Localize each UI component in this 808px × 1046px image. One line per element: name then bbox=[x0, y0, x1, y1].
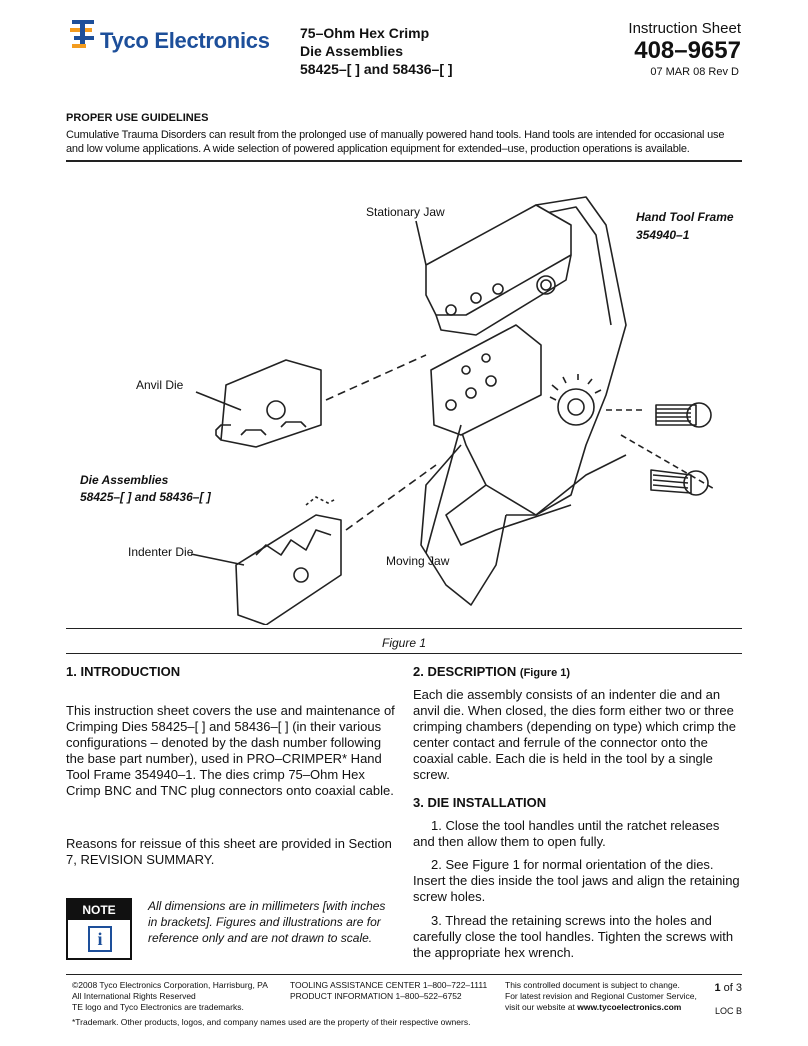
installation-step: 2. See Figure 1 for normal orientation of the dies. Insert the dies inside the tool jaws and align the retaining screw holes. bbox=[413, 857, 740, 904]
footer-visit-text: visit our website at bbox=[505, 1002, 578, 1012]
loc-code: LOC B bbox=[714, 1006, 742, 1016]
website-link[interactable]: www.tycoelectronics.com bbox=[577, 1002, 682, 1012]
footer-line: All International Rights Reserved bbox=[72, 991, 196, 1001]
footer-line: ©2008 Tyco Electronics Corporation, Harrisburg, PA bbox=[72, 980, 268, 990]
intro-reissue-paragraph: Reasons for reissue of this sheet are provided in Section 7, REVISION SUMMARY. bbox=[66, 836, 392, 867]
label-hand-tool-frame: Hand Tool Frame bbox=[636, 210, 734, 224]
label-moving-jaw: Moving Jaw bbox=[386, 554, 450, 568]
guidelines-text: Cumulative Trauma Disorders can result from the prolonged use of manually powered hand tools. Hand tools are intended for occasional use and low volume applications. A wide selection of powered application equipment for extended–use, production operations is available. bbox=[66, 129, 725, 155]
divider bbox=[66, 653, 742, 654]
figure-1 bbox=[66, 185, 742, 625]
guidelines-heading: PROPER USE GUIDELINES bbox=[66, 112, 209, 124]
label-hand-tool-frame-pn: 354940–1 bbox=[636, 228, 690, 242]
label-stationary-jaw: Stationary Jaw bbox=[366, 205, 445, 219]
label-die-assemblies: Die Assemblies bbox=[80, 473, 169, 487]
description-figure-ref: (Figure 1) bbox=[519, 667, 571, 679]
divider bbox=[66, 974, 742, 975]
intro-paragraph: This instruction sheet covers the use and maintenance of Crimping Dies 58425–[ ] and 58436–[ ] (in their various configurations – denoted by the dash number following the base part number), used in PRO–CRIMPER* Hand Tool Frame 354940–1. The dies crimp 75–Ohm Hex Crimp BNC and TNC plug connectors onto coaxial cable. bbox=[66, 703, 395, 798]
footer-line: PRODUCT INFORMATION 1–800–522–6752 bbox=[290, 991, 462, 1001]
footer-controlled-doc bbox=[505, 980, 705, 1013]
footer-line: For latest revision and Regional Customer Service, bbox=[505, 991, 697, 1001]
label-die-assemblies-pn: 58425–[ ] and 58436–[ ] bbox=[80, 490, 211, 504]
title-line: 75–Ohm Hex Crimp bbox=[300, 25, 430, 41]
footer-trademark: *Trademark. Other products, logos, and company names used are the property of their respective owners. bbox=[72, 1017, 471, 1027]
divider bbox=[66, 628, 742, 629]
note-box bbox=[66, 898, 132, 960]
doc-number: 408–9657 bbox=[634, 37, 741, 64]
section-description-heading bbox=[413, 664, 570, 679]
label-indenter-die: Indenter Die bbox=[128, 545, 194, 559]
section-introduction-heading: 1. INTRODUCTION bbox=[66, 664, 181, 679]
footer-contacts bbox=[290, 980, 500, 1002]
divider bbox=[66, 160, 742, 162]
footer-line: TOOLING ASSISTANCE CENTER 1–800–722–1111 bbox=[290, 980, 488, 990]
note-label: NOTE bbox=[68, 900, 130, 920]
doc-type: Instruction Sheet bbox=[628, 20, 741, 37]
page-number: 1 bbox=[714, 982, 721, 994]
title-line: 58425–[ ] and 58436–[ ] bbox=[300, 61, 453, 77]
footer-line: This controlled document is subject to change. bbox=[505, 980, 680, 990]
installation-step: 1. Close the tool handles until the ratchet releases and then allow them to open fully. bbox=[413, 818, 720, 849]
section-installation-heading: 3. DIE INSTALLATION bbox=[413, 795, 547, 810]
footer-line bbox=[505, 1002, 705, 1013]
te-logo-icon bbox=[70, 18, 98, 52]
document-title bbox=[300, 24, 453, 78]
doc-date-rev: 07 MAR 08 Rev D bbox=[650, 66, 739, 78]
label-anvil-die: Anvil Die bbox=[136, 378, 184, 392]
tyco-logo bbox=[70, 18, 280, 58]
page-total: of 3 bbox=[720, 982, 742, 994]
installation-step: 3. Thread the retaining screws into the holes and carefully close the tool handles. Tighten the screws with the appropriate hex wrench. bbox=[413, 913, 734, 960]
figure-caption: Figure 1 bbox=[381, 636, 427, 650]
info-icon: i bbox=[88, 926, 112, 952]
page-indicator bbox=[714, 982, 742, 994]
description-paragraph: Each die assembly consists of an indenter die and an anvil die. When closed, the dies form either two or three crimping chambers (depending on type) which crimp the center contact and ferrule of the connector onto the coaxial cable. Each die is held in the tool by a single screw. bbox=[413, 687, 736, 782]
footer-copyright bbox=[72, 980, 287, 1013]
footer-line: TE logo and Tyco Electronics are trademarks. bbox=[72, 1002, 244, 1012]
note-text: All dimensions are in millimeters [with inches in brackets]. Figures and illustrations are for reference only and are not drawn to scale. bbox=[148, 899, 386, 945]
company-name: Tyco Electronics bbox=[100, 28, 270, 53]
description-heading-text: 2. DESCRIPTION bbox=[413, 664, 517, 679]
title-line: Die Assemblies bbox=[300, 43, 403, 59]
